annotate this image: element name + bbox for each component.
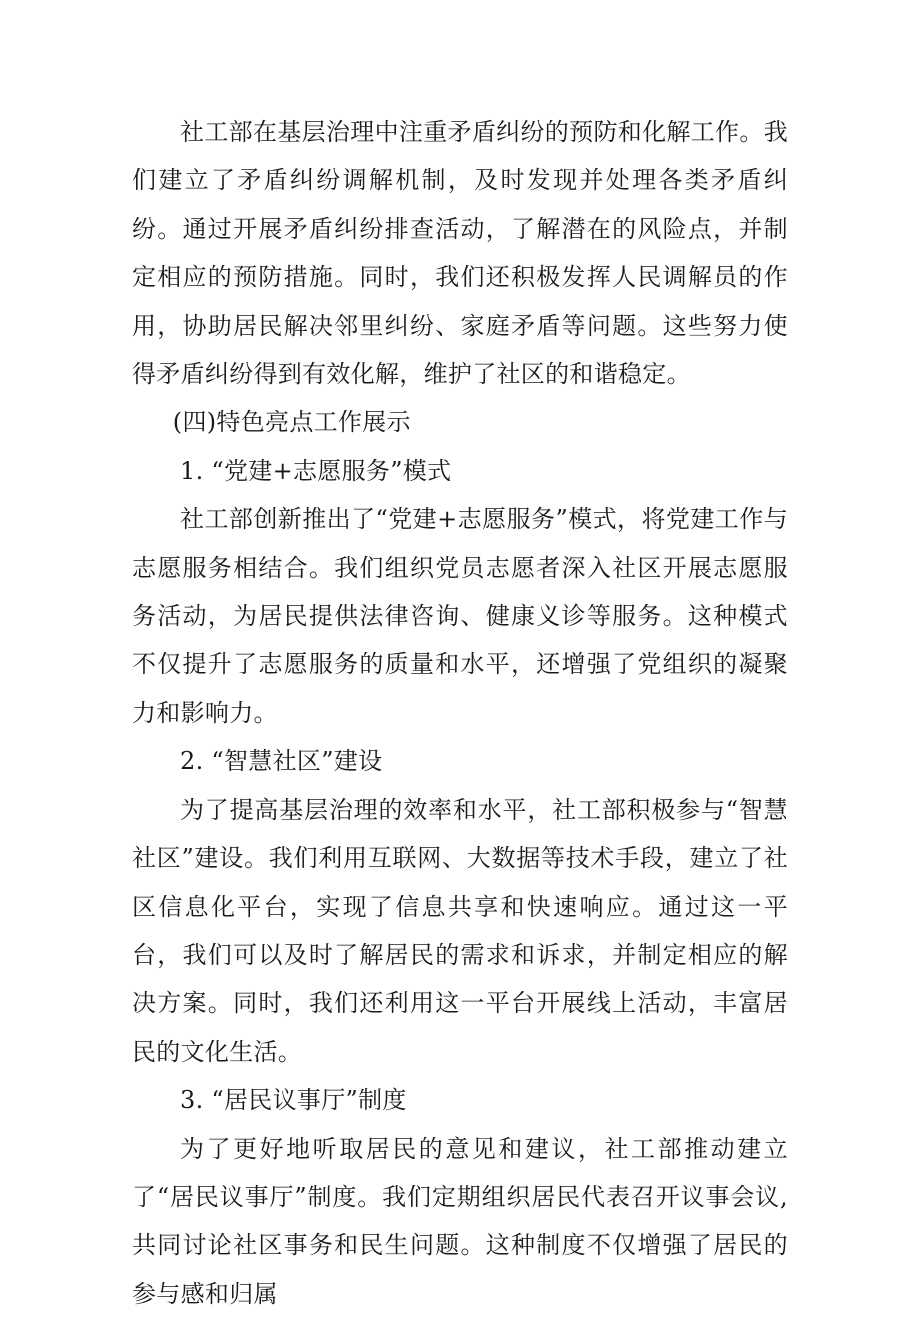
subheading-smart-community: 2. “智慧社区”建设 — [180, 747, 383, 776]
paragraph-party-volunteer: 社工部创新推出了“党建+志愿服务”模式，将党建工作与志愿服务相结合。我们组织党员志愿者深入社区开展志愿服务活动，为居民提供法律咨询、健康义诊等服务。这种模式不仅提升了志愿服务的质量和水平，还增强了党组织的凝聚力和影响力。 — [132, 505, 788, 727]
document-body — [132, 108, 788, 1318]
paragraph-smart-community: 为了提高基层治理的效率和水平，社工部积极参与“智慧社区”建设。我们利用互联网、大数据等技术手段，建立了社区信息化平台，实现了信息共享和快速响应。通过这一平台，我们可以及时了解居民的需求和诉求，并制定相应的解决方案。同时，我们还利用这一平台开展线上活动，丰富居民的文化生活。 — [132, 795, 788, 1066]
paragraph-residents-council: 为了更好地听取居民的意见和建议，社工部推动建立了“居民议事厅”制度。我们定期组织居民代表召开议事会议,共同讨论社区事务和民生问题。这种制度不仅增强了居民的参与感和归属 — [132, 1134, 788, 1308]
section-heading-highlights: (四)特色亮点工作展示 — [172, 408, 411, 437]
paragraph-conflict-resolution: 社工部在基层治理中注重矛盾纠纷的预防和化解工作。我们建立了矛盾纠纷调解机制，及时发现并处理各类矛盾纠纷。通过开展矛盾纠纷排查活动，了解潜在的风险点，并制定相应的预防措施。同时，我们还积极发挥人民调解员的作用，协助居民解决邻里纠纷、家庭矛盾等问题。这些努力使得矛盾纠纷得到有效化解，维护了社区的和谐稳定。 — [132, 118, 788, 389]
subheading-residents-council: 3. “居民议事厅”制度 — [180, 1086, 407, 1115]
subheading-party-volunteer: 1. “党建+志愿服务”模式 — [180, 456, 452, 485]
